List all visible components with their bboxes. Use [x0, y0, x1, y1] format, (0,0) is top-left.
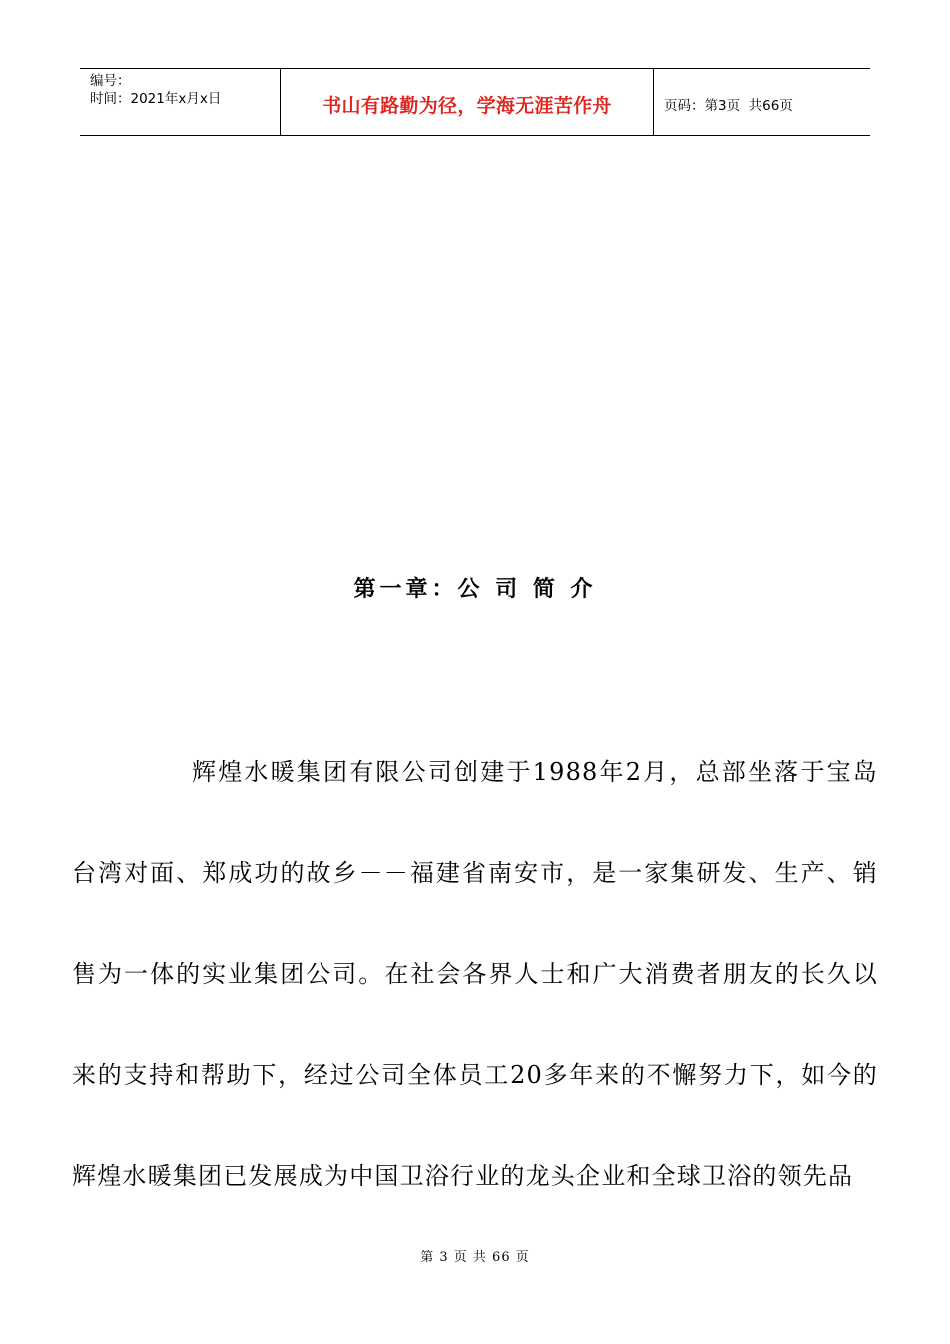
body-paragraph: 辉煌水暖集团有限公司创建于1988年2月，总部坐落于宝岛台湾对面、郑成功的故乡－－福建省南安市，是一家集研发、生产、销售为一体的实业集团公司。在社会各界人士和广大消费者朋友的长久以来的支持和帮助下，经过公司全体员工20多年来的不懈努力下，如今的辉煌水暖集团已发展成为中国卫浴行业的龙头企业和全球卫浴的领先品: [72, 758, 878, 1190]
header-page-info: 页码：第3页 共66页: [664, 97, 793, 114]
header-motto-cell: [281, 69, 654, 135]
document-date-label: 时间：2021年x月x日: [90, 91, 222, 107]
document-number-label: 编号：: [90, 73, 131, 89]
header-page-cell: [654, 69, 870, 135]
chapter-title: 第一章：公 司 简 介: [353, 577, 597, 602]
header-motto: 书山有路勤为径，学海无涯苦作舟: [322, 94, 612, 117]
document-header: [80, 68, 870, 136]
page-footer: 第 3 页 共 66 页: [420, 1250, 530, 1265]
header-meta-cell: [80, 69, 281, 135]
